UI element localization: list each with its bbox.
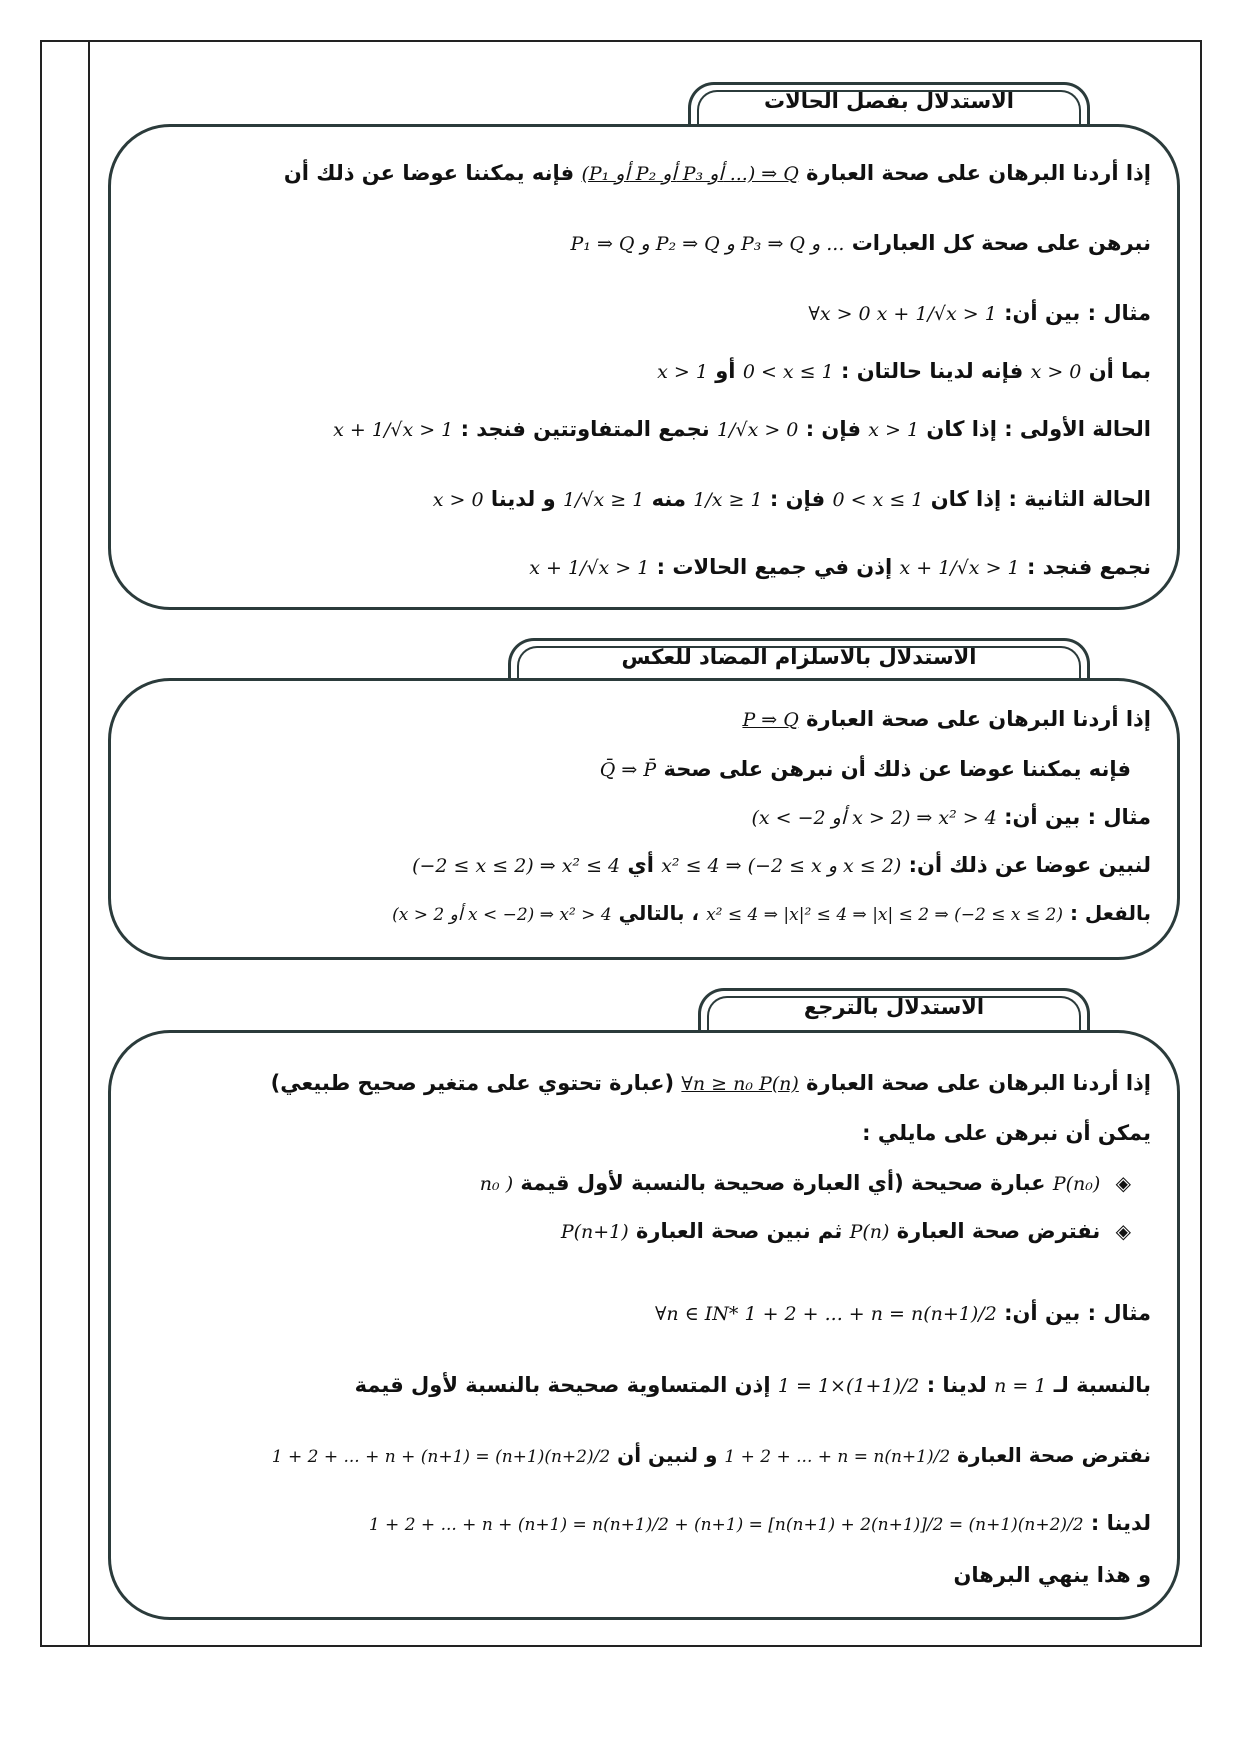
text: لنبين عوضا عن ذلك أن: xyxy=(908,853,1151,877)
text-line xyxy=(137,1373,1151,1398)
text: (عبارة تحتوي على متغير صحيح طبيعي) xyxy=(270,1071,675,1095)
text-line xyxy=(137,417,1151,442)
text-line xyxy=(137,1563,1151,1588)
math-expression: (x > 2 أو x < −2) ⇒ x² > 4 xyxy=(392,905,612,925)
math-expression: x > 0 xyxy=(432,489,484,511)
diamond-bullet-icon: ◈ xyxy=(1115,1171,1131,1195)
math-expression: P(n) xyxy=(849,1221,890,1243)
math-expression: P ⇒ Q xyxy=(742,709,799,731)
math-expression: 1 + 2 + ... + n + (n+1) = n(n+1)/2 + (n+1) = [n(n+1) + 2(n+1)]/2 = (n+1)(n+2)/2 xyxy=(368,1515,1084,1535)
text: إذن المتساوية صحيحة بالنسبة لأول قيمة xyxy=(354,1373,771,1397)
section-title: الاستدلال بفصل الحالات xyxy=(764,89,1014,113)
text: فإن : xyxy=(769,487,826,511)
text-line xyxy=(137,757,1131,782)
math-expression: x + 1/√x > 1 xyxy=(333,419,454,441)
math-expression: (P₁ أو P₂ أو P₃ أو ...) ⇒ Q xyxy=(581,163,799,185)
text-line xyxy=(137,901,1151,925)
text: فإن : xyxy=(805,417,861,441)
math-expression: P₁ ⇒ Q و P₂ ⇒ Q و P₃ ⇒ Q و ... xyxy=(570,233,845,255)
text: إذا أردنا البرهان على صحة العبارة xyxy=(806,1071,1151,1095)
text-line xyxy=(137,1301,1151,1326)
section-tab-induction xyxy=(698,988,1090,1032)
text: أو xyxy=(715,359,736,383)
text: ثم نبين صحة العبارة xyxy=(635,1219,843,1243)
text-line xyxy=(137,1121,1151,1146)
text: إذا أردنا البرهان على صحة العبارة xyxy=(806,707,1151,731)
math-expression: ∀x > 0 x + 1/√x > 1 xyxy=(808,303,997,325)
text: فإنه يمكننا عوضا عن ذلك أن xyxy=(283,161,575,185)
text-line xyxy=(137,301,1151,326)
math-expression: P(n+1) xyxy=(560,1221,629,1243)
text: بالفعل : xyxy=(1069,901,1151,925)
math-expression: P(n₀) xyxy=(1052,1173,1101,1195)
section-tab-contrapositive xyxy=(508,638,1090,682)
text-line xyxy=(137,359,1151,384)
math-expression: x > 1 xyxy=(657,361,708,383)
math-expression: 1 + 2 + ... + n = n(n+1)/2 xyxy=(724,1447,951,1467)
text-line xyxy=(137,1071,1151,1096)
math-expression: x + 1/√x > 1 xyxy=(899,557,1020,579)
text: منه xyxy=(651,487,686,511)
text-line xyxy=(137,487,1151,512)
section-tab-cases xyxy=(688,82,1090,126)
text: فإنه يمكننا عوضا عن ذلك أن نبرهن على صحة xyxy=(663,757,1131,781)
text: مثال : بين أن: xyxy=(1004,805,1151,829)
math-expression: 0 < x ≤ 1 xyxy=(742,361,834,383)
text: يمكن أن نبرهن على مايلي : xyxy=(862,1121,1151,1145)
text-line xyxy=(137,1443,1151,1467)
text: و لدينا xyxy=(490,487,556,511)
math-expression: 0 < x ≤ 1 xyxy=(832,489,924,511)
text: الحالة الثانية : إذا كان xyxy=(930,487,1151,511)
section-box-contrapositive xyxy=(108,678,1180,960)
margin-line xyxy=(88,40,90,1647)
section-box-cases xyxy=(108,124,1180,610)
math-expression: 1 = 1×(1+1)/2 xyxy=(777,1375,920,1397)
math-expression: x > 1 xyxy=(868,419,920,441)
text: إذن في جميع الحالات : xyxy=(656,555,893,579)
text-line xyxy=(137,555,1151,580)
text-line xyxy=(137,161,1151,186)
section-title: الاستدلال بالترجع xyxy=(803,995,985,1019)
diamond-bullet-icon: ◈ xyxy=(1115,1219,1131,1243)
math-expression: ∀n ∈ IN* 1 + 2 + ... + n = n(n+1)/2 xyxy=(654,1303,997,1325)
math-expression: Q̄ ⇒ P̄ xyxy=(599,759,657,781)
section-box-induction xyxy=(108,1030,1180,1620)
math-expression: n = 1 xyxy=(994,1375,1047,1397)
math-expression: x > 0 xyxy=(1030,361,1082,383)
text: نفترض صحة العبارة xyxy=(957,1443,1151,1467)
text: بالنسبة لـ xyxy=(1053,1373,1151,1397)
text-line xyxy=(137,1511,1151,1536)
section-title: الاستدلال بالاسلزام المضاد للعكس xyxy=(621,645,977,669)
text: الحالة الأولى : إذا كان xyxy=(926,417,1151,441)
math-expression: ∀n ≥ n₀ P(n) xyxy=(681,1073,799,1095)
math-expression: x + 1/√x > 1 xyxy=(529,557,650,579)
text: و لنبين أن xyxy=(617,1443,718,1467)
text: لدينا : xyxy=(1090,1511,1151,1535)
text-line xyxy=(137,805,1151,830)
text: لدينا : xyxy=(926,1373,987,1397)
text: مثال : بين أن: xyxy=(1004,301,1151,325)
text: إذا أردنا البرهان على صحة العبارة xyxy=(806,161,1151,185)
math-expression: 1 + 2 + ... + n + (n+1) = (n+1)(n+2)/2 xyxy=(271,1447,611,1467)
text: نجمع المتفاوتتين فنجد : xyxy=(460,417,710,441)
text: ، بالتالي xyxy=(618,901,700,925)
text-line xyxy=(137,231,1151,256)
text: عبارة صحيحة (أي العبارة صحيحة بالنسبة لأول قيمة xyxy=(520,1171,1046,1195)
text: نبرهن على صحة كل العبارات xyxy=(851,231,1151,255)
text: و هذا ينهي البرهان xyxy=(953,1563,1151,1587)
text: بما أن xyxy=(1088,359,1151,383)
text: مثال : بين أن: xyxy=(1004,1301,1151,1325)
math-expression: (−2 ≤ x ≤ 2) ⇒ x² ≤ 4 xyxy=(412,855,621,877)
text-line xyxy=(137,853,1151,878)
math-expression: 1/x ≥ 1 xyxy=(693,489,763,511)
text: فإنه لدينا حالتان : xyxy=(841,359,1024,383)
text: أي xyxy=(627,853,654,877)
math-expression: n₀ ) xyxy=(479,1173,514,1195)
math-expression: x² ≤ 4 ⇒ (−2 ≤ x و x ≤ 2) xyxy=(661,855,902,877)
list-item xyxy=(137,1171,1131,1196)
text: نجمع فنجد : xyxy=(1026,555,1151,579)
text-line xyxy=(137,707,1151,732)
text: نفترض صحة العبارة xyxy=(896,1219,1101,1243)
math-expression: x² ≤ 4 ⇒ |x|² ≤ 4 ⇒ |x| ≤ 2 ⇒ (−2 ≤ x ≤ 2) xyxy=(706,905,1063,925)
math-expression: 1/√x ≥ 1 xyxy=(562,489,645,511)
list-item xyxy=(137,1219,1131,1244)
math-expression: 1/√x > 0 xyxy=(716,419,799,441)
math-expression: (x < −2 أو x > 2) ⇒ x² > 4 xyxy=(751,807,997,829)
